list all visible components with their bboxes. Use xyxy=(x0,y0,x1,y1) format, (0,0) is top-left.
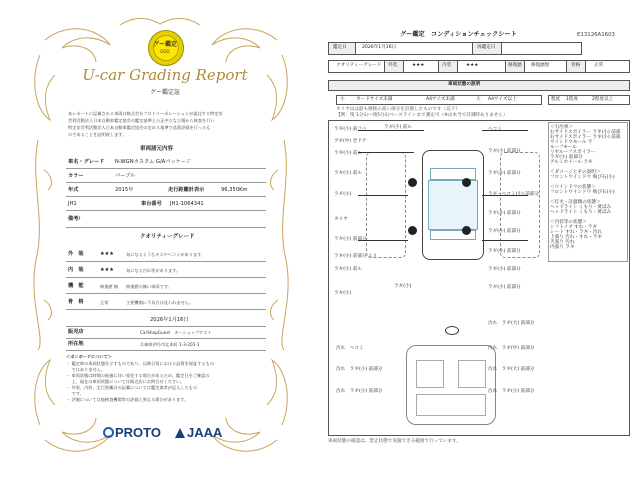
grade-frame-label: 骨 格 xyxy=(68,299,84,305)
grade-interior-desc: 気になる汚れ等があります。 xyxy=(126,268,181,273)
right-note: 右サイドスポイラー ラギ(小) 前部 xyxy=(550,135,621,140)
note-line: ・ 車両状態は時間の経過に伴い変化する場合があるため、鑑定日をご確認の xyxy=(66,373,210,378)
tire-rear-right-icon xyxy=(462,226,471,235)
damage-callout: ラギ(小) 前部分 xyxy=(488,171,521,176)
size-small-label: 小 xyxy=(340,97,345,102)
right-note: ルーフモール xyxy=(550,145,577,150)
leader-line xyxy=(482,240,528,241)
leader-line xyxy=(358,152,414,153)
front-seat-right xyxy=(458,360,486,388)
leader-line xyxy=(358,195,408,196)
divider xyxy=(66,338,266,339)
footer-note: 車両状態の確認は、禁止状態で実施できる範囲で行っています。 xyxy=(328,439,461,444)
interior-callout: 汚れ ラギ(小) 前部分 xyxy=(336,367,383,372)
emblem-sub: GOO xyxy=(160,49,170,54)
damage-callout: ラギ(小) 前ル xyxy=(334,267,363,272)
grade-function-value: 修復歴 無 xyxy=(100,284,119,289)
right-note: ラギ(小) 前部分 xyxy=(550,155,583,160)
right-note: 右サイドスポイラー ラギ(小) 前部 xyxy=(550,130,621,135)
color-label: カラー xyxy=(68,173,84,179)
right-note: リヤルーフスポイラー xyxy=(550,150,596,155)
name-value: N-WGNカスタム G/Aパッケージ xyxy=(115,159,192,165)
damage-callout: ラギ(小) 前部分 xyxy=(488,249,521,254)
shop-value: CarShopGuest カーショップゲスト xyxy=(140,330,212,335)
certificate-subtitle: グー鑑定証 xyxy=(149,89,180,96)
right-note: ＜ダメージとその説明＞ xyxy=(550,170,601,175)
damage-callout: ラギ(小) 前ル xyxy=(384,125,413,130)
year-value: 2015年 xyxy=(115,187,134,193)
tire-front-right-icon xyxy=(462,178,471,187)
right-note: フロントウインドウ 飛び石(小) xyxy=(550,190,615,195)
divider xyxy=(66,227,266,228)
divider xyxy=(66,326,266,327)
interior-stars: ★★★ xyxy=(466,63,479,68)
note-line: ・ 評価については他検査機関等の評価と異なる場合があります。 xyxy=(66,397,189,402)
right-note: シート すれ・ラギ・汚れ xyxy=(550,230,602,235)
interior-callout: 汚れ ラギ(大) 前部分 xyxy=(488,367,535,372)
exterior-label: 外装 xyxy=(388,63,398,68)
frame-label: 骨格 xyxy=(571,63,581,68)
address-value: 兵庫県伊丹市北本町 1-3-201-1 xyxy=(140,342,200,347)
goo-emblem-inner xyxy=(153,35,179,61)
right-note: ＜内装等の状態＞ xyxy=(550,220,587,225)
grade-function-label: 機 能 xyxy=(68,283,84,289)
divider xyxy=(66,182,266,183)
shop-label: 販売店 xyxy=(68,329,84,335)
quality-header: クオリティーグレード xyxy=(140,234,195,240)
damage-callout: ラギ(小) xyxy=(394,284,412,289)
interior-callout: 汚れ ラギ(大) 前部分 xyxy=(488,321,535,326)
emblem-text: グー鑑定 xyxy=(152,41,177,48)
remarks-label: 備考/ xyxy=(68,216,81,222)
damage-callout: ラギ(小) 前部分 xyxy=(488,211,521,216)
damage-callout: ラギ(小) 前ル xyxy=(334,151,363,156)
sheet-title: グー鑑定 コンディションチェックシート xyxy=(400,31,517,38)
reissue-date-label: 再鑑定日 xyxy=(477,45,496,50)
divider xyxy=(66,277,266,278)
divider xyxy=(66,261,266,262)
right-note: ＜引出事＞ xyxy=(550,125,573,130)
tire-front-left-icon xyxy=(408,178,417,187)
damage-callout: ラギ(小) 前フバ xyxy=(334,127,367,132)
address-label: 所在地 xyxy=(68,341,84,347)
repair-label: 修復歴 xyxy=(508,63,522,68)
grade-exterior-desc: 気になるようなキズやヘコミがあります。 xyxy=(126,252,206,257)
size-mid-desc: A4サイズ未満 xyxy=(426,97,455,102)
year-label: 年式 xyxy=(68,187,79,193)
rear-seat xyxy=(416,394,486,416)
note-line: ・ 外装、内装、走行距離計の記載については鑑定業者が記入したもの xyxy=(66,385,198,390)
condition-header: 車両状態の説明 xyxy=(448,82,481,87)
level-2: 2程度以上 xyxy=(592,97,614,102)
divider xyxy=(66,196,266,197)
damage-callout: アギ(中) 全ドア xyxy=(334,139,367,144)
interior-callout: 汚れ ラギ(小) 前部分 xyxy=(488,389,535,394)
grade-frame-desc: 主要機関に不具合は見られません。 xyxy=(126,300,194,305)
car-right-side xyxy=(500,152,540,258)
certificate-date: 2026年1月16日 xyxy=(150,317,189,323)
frame-value: 正常 xyxy=(594,63,604,68)
intro-line-1: 本レポートに記載される車両は株式会社プロトコーポレーションが委託する特定非 xyxy=(68,111,223,116)
repair-value: 修復歴無 xyxy=(531,63,550,68)
divider xyxy=(66,309,266,310)
quality-label: クオリティーグレード xyxy=(336,63,382,68)
front-seat-left xyxy=(416,360,444,388)
car-left-side xyxy=(366,152,406,258)
proto-logo-text: PROTO xyxy=(115,425,161,440)
intro-line-2: 営利活動法人日本自動車鑑定協会の鑑定基準と公正中立な立場から検査を行い xyxy=(68,118,215,123)
damage-callout: ラギ(小) 前部分 xyxy=(334,237,367,242)
interior-callout: 汚れ ヘコミ xyxy=(336,346,364,351)
tire-note-2: 【例：残 1分山〜残5分山ベースラインまで測定可（※山本当で計測時ありません） xyxy=(336,113,508,118)
grade-frame-value: 正常 xyxy=(100,300,109,305)
issue-date-value: 2026年1月16日 xyxy=(362,45,397,50)
right-note: ウインドウモール 不 xyxy=(550,140,593,145)
grade-exterior-label: 外 装 xyxy=(68,251,84,257)
damage-callout: ヘコミ xyxy=(488,127,502,132)
condition-check-sheet xyxy=(322,0,640,480)
note-line: ではありません。 xyxy=(66,367,106,372)
damage-callout: ラギ・ヘコミ(小) 前部分 xyxy=(488,192,539,197)
divider xyxy=(66,210,266,211)
proto-logo-icon xyxy=(103,427,114,438)
tire-note-1: タイヤ山は最も摩耗の高い部分を計測したものです（以下） xyxy=(336,107,460,112)
right-note: アルミホイール ラギ xyxy=(550,160,593,165)
interior-label: 内装 xyxy=(442,63,452,68)
grade-interior-stars: ★★★ xyxy=(100,267,114,273)
right-note: ヘッドライト くもり・黄ばみ xyxy=(550,205,612,210)
damage-callout: ラギ(小) xyxy=(334,291,352,296)
level-label: 程度 xyxy=(551,97,561,102)
right-note: フロントウインドウ 飛び石(小) xyxy=(550,175,615,180)
mileage-label: 走行距離計表示 xyxy=(168,187,205,193)
intro-line-4: のであることを証明致します。 xyxy=(68,132,127,137)
color-value: パープル xyxy=(115,173,136,179)
steering-wheel-icon xyxy=(445,326,459,335)
name-label: 車名・グレード xyxy=(68,159,105,165)
damage-callout: ラギ(小) 前ル xyxy=(334,171,363,176)
divider xyxy=(66,168,266,169)
size-large-desc: A4サイズ以上 xyxy=(488,97,517,102)
vehicle-header: 車両諸元内容 xyxy=(140,146,174,152)
right-note: シフトノブ すれ・ラギ xyxy=(550,225,598,230)
chassis-value: JH1-1064341 xyxy=(170,201,204,207)
grade-function-desc: 修復歴の無い車両です。 xyxy=(126,284,172,289)
jaaa-logo-text: JAAA xyxy=(187,425,223,440)
note-line: です。 xyxy=(66,391,84,396)
document-number: E13126A1603 xyxy=(577,32,615,38)
interior-callout: 汚れ ラギ(小) 前部分 xyxy=(336,389,383,394)
jaaa-logo-icon xyxy=(175,428,185,438)
damage-callout: ラギ(小) 前部分 xyxy=(488,149,521,154)
size-small-desc: カードサイズ未満 xyxy=(356,97,393,102)
damage-callout: ラギ(小) 前部分 xyxy=(488,267,521,272)
intro-line-3: 特定非営利活動法人日本自動車鑑定協会の定める基準で品質評価を行ったも xyxy=(68,125,211,130)
issue-date-label: 鑑定日 xyxy=(333,45,347,50)
right-note: 天張り 汚れ xyxy=(550,240,575,245)
model-value: JH1 xyxy=(68,201,77,207)
damage-callout: ラギ(小) xyxy=(334,192,352,197)
grade-exterior-stars: ★★★ xyxy=(100,251,114,257)
certificate-title: U-car Grading Report xyxy=(82,66,248,84)
note-line: ・ 鑑定時の車両状態を示すものであり、以降日常における品質を保証するもの xyxy=(66,361,214,366)
size-large-label: 大 xyxy=(476,97,481,102)
damage-callout: ラギ(小) 前部分 xyxy=(488,285,521,290)
interior-callout: 汚れ ラギ(中) 前部分 xyxy=(488,346,535,351)
right-note: ＜ウインドウの状態＞ xyxy=(550,185,596,190)
divider xyxy=(66,350,266,351)
exterior-stars: ★★★ xyxy=(412,63,425,68)
note-line: 上、現在の車両状態については販売店にお問合せください。 xyxy=(66,379,185,384)
damage-callout: ラギ(小) 前部分 xyxy=(488,229,521,234)
divider xyxy=(66,293,266,294)
right-note: 上張り 汚れ・すれ・ラギ xyxy=(550,235,602,240)
right-note: 内張り ラギ xyxy=(550,245,575,250)
right-note: ＜灯火・計器類の状態＞ xyxy=(550,200,601,205)
car-roof xyxy=(428,180,478,230)
grade-interior-label: 内 装 xyxy=(68,267,84,273)
level-legend xyxy=(548,95,630,105)
damage-callout: ラギ(小) 前部分 エリ xyxy=(334,254,378,259)
notes-title: ＜ポンボードについて＞ xyxy=(66,354,112,359)
level-1: 1程度 xyxy=(566,97,579,102)
chassis-label: 車台番号 xyxy=(141,201,162,207)
damage-callout: タイヤ xyxy=(334,217,348,222)
mileage-value: 96,350Km xyxy=(221,187,248,193)
right-note: ヘッドライト くもり・黄ばみ xyxy=(550,210,612,215)
tire-rear-left-icon xyxy=(408,226,417,235)
